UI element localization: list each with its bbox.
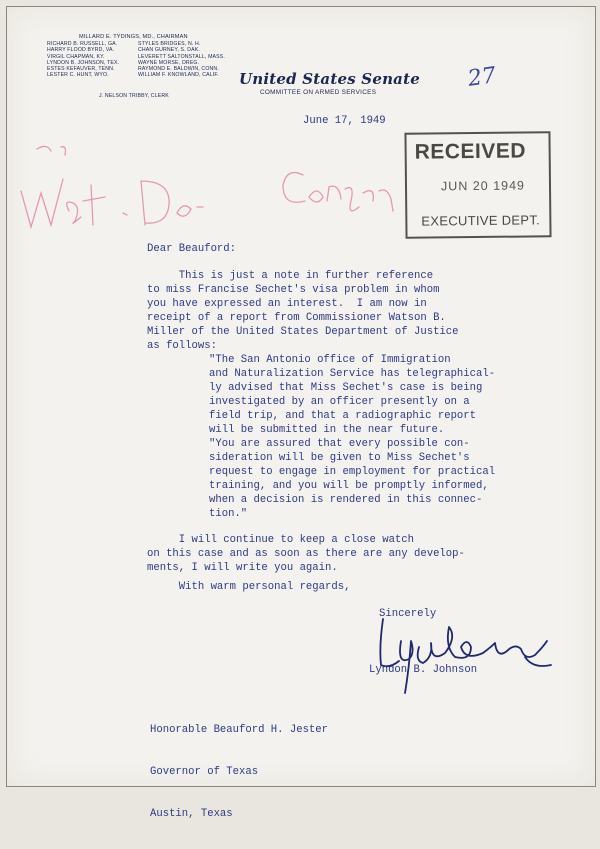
member-name: ESTES KEFAUVER, TENN. xyxy=(47,66,115,73)
member-name: HARRY FLOOD BYRD, VA. xyxy=(47,47,115,54)
recipient-line: Honorable Beauford H. Jester xyxy=(150,724,329,736)
stamp-department: EXECUTIVE DEPT. xyxy=(421,212,541,229)
paragraph-followup: I will continue to keep a close watch on this case and as soon as there are any develop- ments, I will write you again. xyxy=(147,534,465,574)
recipient-address xyxy=(150,695,328,849)
member-name: LEVERETT SALTONSTALL, MASS. xyxy=(138,53,225,60)
file-number-annotation: 27 xyxy=(466,63,498,92)
paragraph-regards: With warm personal regards, xyxy=(147,581,351,593)
member-name: WAYNE MORSE, OREG. xyxy=(138,59,200,66)
committee-chairman: MILLARD E. TYDINGS, MD., CHAIRMAN xyxy=(79,34,188,40)
member-name: LYNDON B. JOHNSON, TEX. xyxy=(47,59,120,66)
closing: Sincerely xyxy=(379,608,437,620)
member-name: LESTER C. HUNT, WYO. xyxy=(47,72,109,79)
committee-members-left xyxy=(47,41,119,79)
member-name: STYLES BRIDGES, N. H. xyxy=(138,41,201,47)
quote-paragraph-2: "You are assured that every possible con- sideration will be given to Miss Sechet's request to engage in employment for practical training, and you will be promptly informed, when a decision is rendered in this connec- tion." xyxy=(209,438,496,520)
received-stamp xyxy=(404,131,551,239)
quote-paragraph-1: "The San Antonio office of Immigration and Naturalization Service has telegraphical- ly advised that Miss Sechet's case is being investigated by an officer presently on a field trip, and that a radiographic report will be submitted in the near future. xyxy=(209,354,496,436)
letter-page xyxy=(6,6,596,820)
member-name: RAYMOND E. BALDWIN, CONN. xyxy=(138,66,219,73)
member-name: CHAN GURNEY, S. DAK. xyxy=(138,47,200,54)
letterhead-title: United States Senate xyxy=(239,70,420,88)
handwritten-signature xyxy=(375,607,555,697)
member-name: WILLIAM F. KNOWLAND, CALIF. xyxy=(138,72,219,79)
stamp-heading: RECEIVED xyxy=(414,139,527,164)
committee-members-right xyxy=(138,41,225,79)
member-name: VIRGIL CHAPMAN, KY. xyxy=(47,53,105,60)
salutation: Dear Beauford: xyxy=(147,243,237,255)
stamp-date: JUN 20 1949 xyxy=(440,178,526,194)
committee-clerk: J. NELSON TRIBBY, CLERK xyxy=(99,93,169,99)
paragraph-intro: This is just a note in further reference to miss Francise Sechet's visa problem in whom you have expressed an interest. I am now in receipt of a report from Commissioner Watson B. Miller of the United States Department of Justice as follows: xyxy=(147,270,459,352)
letter-date: June 17, 1949 xyxy=(303,115,386,127)
signer-name: Lyndon B. Johnson xyxy=(369,664,478,676)
recipient-line: Austin, Texas xyxy=(150,808,233,820)
member-name: RICHARD B. RUSSELL, GA. xyxy=(47,41,118,47)
recipient-line: Governor of Texas xyxy=(150,766,259,778)
pencil-scrawl-annotation xyxy=(7,127,407,237)
letterhead-committee: COMMITTEE ON ARMED SERVICES xyxy=(260,89,377,96)
